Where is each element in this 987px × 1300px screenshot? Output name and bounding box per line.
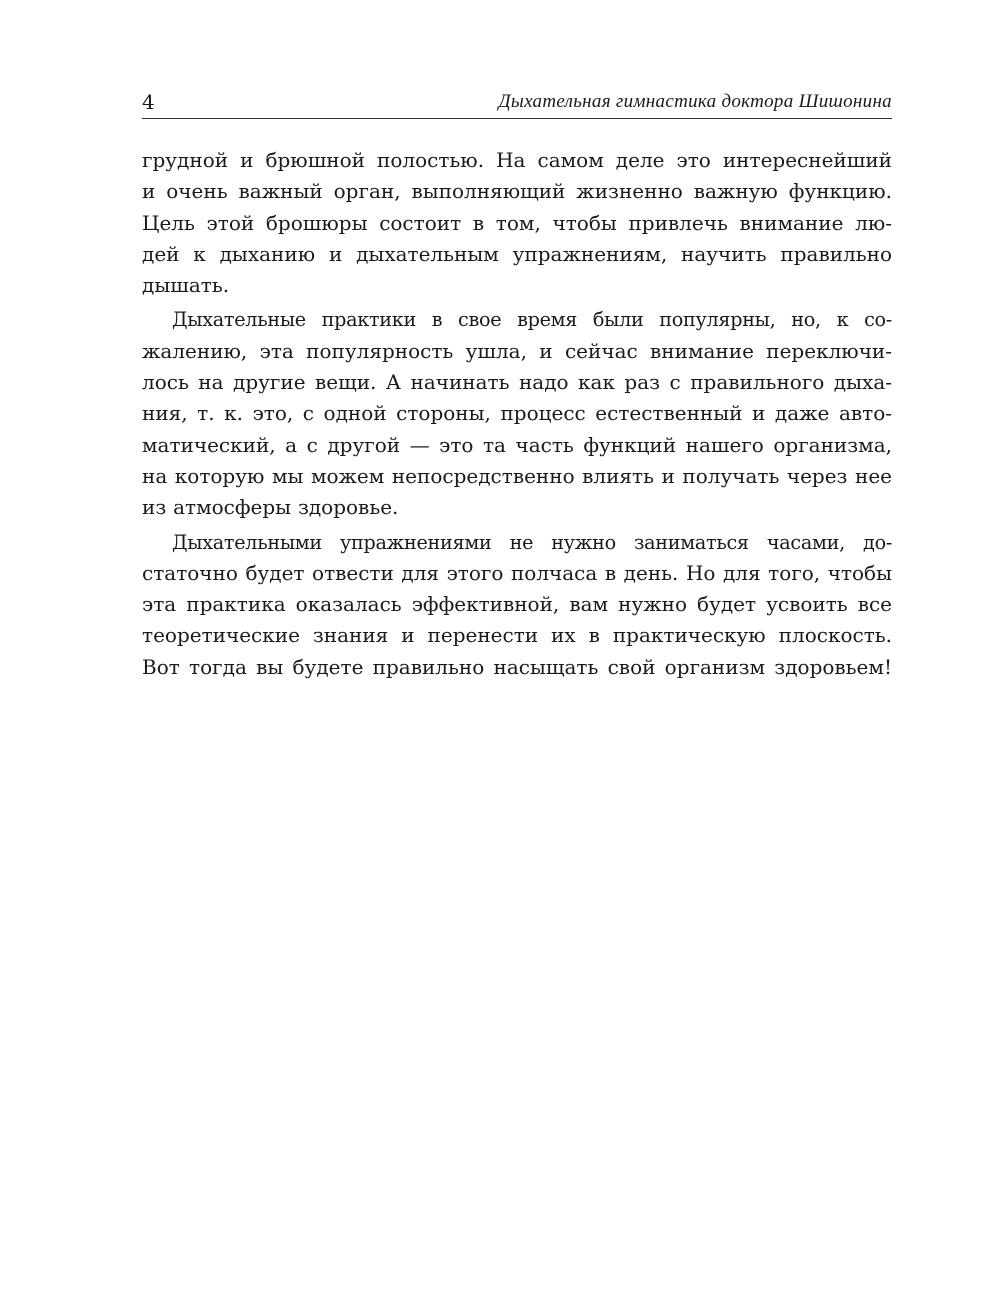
- paragraph-1: [142, 145, 892, 301]
- paragraph-3: [142, 527, 892, 683]
- text-line: матический, а с другой — это та часть функций нашего организма,: [142, 432, 892, 457]
- text-line: Дыхательные практики в свое время были популярны, но, к со-: [172, 308, 892, 332]
- page-number: 4: [142, 90, 155, 114]
- text-line: ния, т. к. это, с одной стороны, процесс естественный и даже авто-: [142, 401, 892, 426]
- text-line: статочно будет отвести для этого полчаса в день. Но для того, чтобы: [142, 560, 892, 585]
- text-line: лось на другие вещи. А начинать надо как раз с правильного дыха-: [142, 370, 892, 395]
- text-line: Цель этой брошюры состоит в том, чтобы привлечь внимание лю-: [142, 210, 892, 235]
- text-line: дышать.: [142, 273, 230, 298]
- text-line: дей к дыханию и дыхательным упражнениям, научить правильно: [142, 241, 892, 266]
- running-header: [142, 88, 892, 119]
- text-line: теоретические знания и перенести их в практическую плоскость.: [142, 623, 892, 648]
- text-line: на которую мы можем непосредственно влиять и получать через нее: [142, 463, 892, 488]
- text-line: из атмосферы здоровье.: [142, 495, 399, 520]
- text-line: эта практика оказалась эффективной, вам нужно будет усвоить все: [142, 592, 892, 617]
- text-line: и очень важный орган, выполняющий жизненно важную функцию.: [142, 179, 892, 204]
- body-text: [142, 145, 892, 683]
- running-title: Дыхательная гимнастика доктора Шишонина: [498, 91, 892, 112]
- text-line: Дыхательными упражнениями не нужно заниматься часами, до-: [172, 530, 892, 554]
- text-line: Вот тогда вы будете правильно насыщать свой организм здоровьем!: [142, 654, 892, 679]
- book-page: [142, 88, 892, 686]
- text-line: жалению, эта популярность ушла, и сейчас внимание переключи-: [142, 338, 892, 363]
- text-line: грудной и брюшной полостью. На самом деле это интереснейший: [142, 148, 892, 172]
- paragraph-2: [142, 304, 892, 523]
